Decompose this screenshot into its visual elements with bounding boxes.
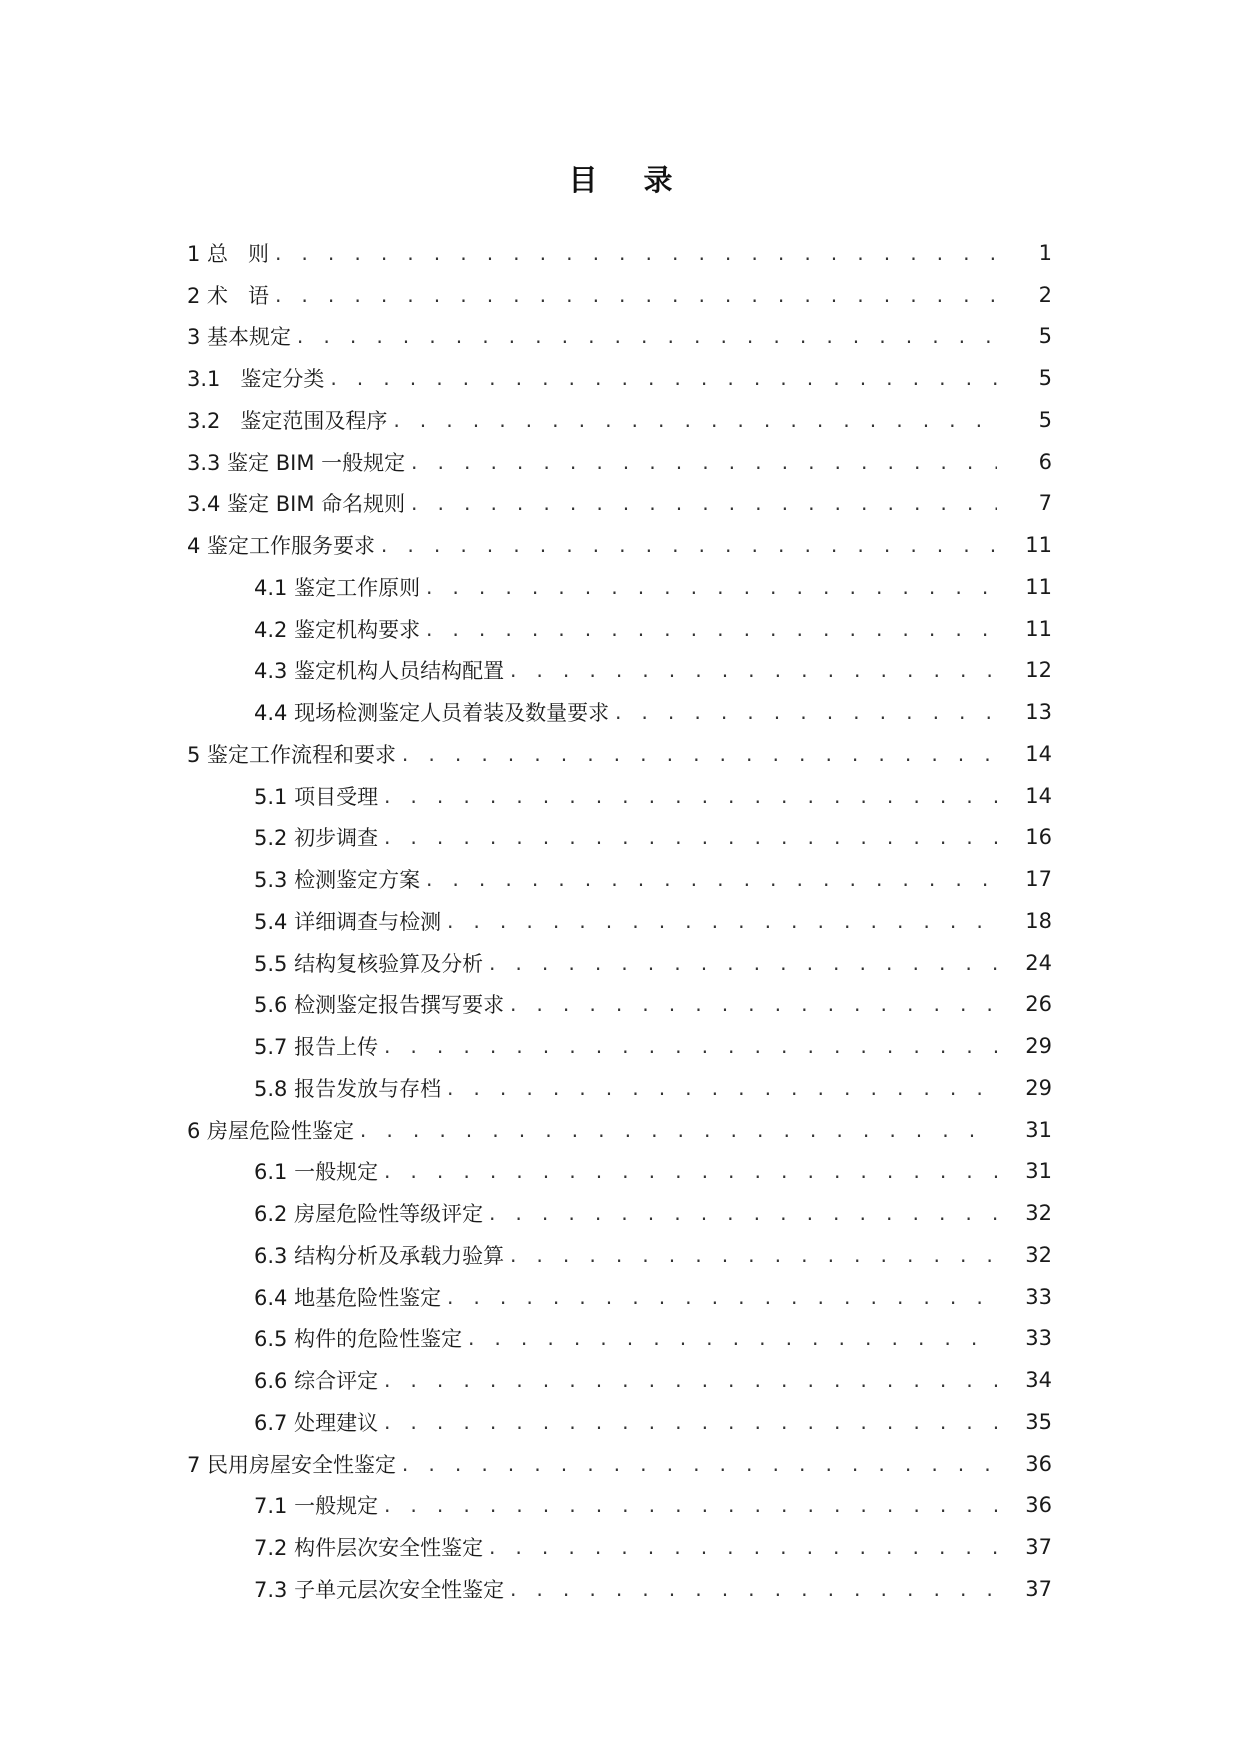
- toc-entry[interactable]: [0, 1401, 1241, 1443]
- toc-entry[interactable]: [0, 1109, 1241, 1151]
- toc-entry[interactable]: [0, 441, 1241, 483]
- toc-entry-page-number: 5: [1038, 366, 1052, 391]
- dot-leader: [273, 245, 997, 265]
- toc-entry[interactable]: [0, 1485, 1241, 1527]
- toc-entry[interactable]: [0, 691, 1241, 733]
- toc-entry-label: 5.1 项目受理: [254, 784, 379, 809]
- toc-entry-page-number: 34: [1025, 1368, 1052, 1393]
- dot-leader: [409, 495, 997, 515]
- toc-entry-label: 6.6 综合评定: [254, 1369, 379, 1394]
- toc-entry[interactable]: [0, 1318, 1241, 1360]
- toc-entry[interactable]: [0, 650, 1241, 692]
- toc-entry-page-number: 37: [1025, 1576, 1052, 1601]
- toc-entry-label: 7.3 子单元层次安全性鉴定: [254, 1577, 505, 1602]
- toc-entry[interactable]: [0, 1359, 1241, 1401]
- dot-leader: [508, 996, 997, 1016]
- toc-entry[interactable]: [0, 232, 1241, 274]
- toc-entry[interactable]: [0, 566, 1241, 608]
- toc-entry[interactable]: [0, 1192, 1241, 1234]
- toc-entry-label: 6.2 房屋危险性等级评定: [254, 1202, 484, 1227]
- toc-entry-label: 4.2 鉴定机构要求: [254, 617, 421, 642]
- toc-entry-page-number: 18: [1025, 908, 1052, 933]
- toc-entry-page-number: 14: [1025, 783, 1052, 808]
- toc-entry-label: 1 总 则: [187, 241, 270, 266]
- toc-entry-label: 4.1 鉴定工作原则: [254, 575, 421, 600]
- toc-entry-label: 7.1 一般规定: [254, 1494, 379, 1519]
- toc-entry-page-number: 36: [1025, 1451, 1052, 1476]
- toc-entry-label: 5 鉴定工作流程和要求: [187, 742, 397, 767]
- toc-entry-page-number: 14: [1025, 741, 1052, 766]
- dot-leader: [487, 1205, 997, 1225]
- dot-leader: [487, 1539, 997, 1559]
- dot-leader: [424, 871, 997, 891]
- toc-entry[interactable]: [0, 858, 1241, 900]
- toc-entry-label: 5.4 详细调查与检测: [254, 909, 442, 934]
- toc-entry-label: 7.2 构件层次安全性鉴定: [254, 1536, 484, 1561]
- toc-entry[interactable]: [0, 1526, 1241, 1568]
- toc-entry-page-number: 29: [1025, 1034, 1052, 1059]
- toc-entry[interactable]: [0, 483, 1241, 525]
- toc-entry-label: 6.5 构件的危险性鉴定: [254, 1327, 463, 1352]
- dot-leader: [487, 955, 997, 975]
- toc-entry[interactable]: [0, 1276, 1241, 1318]
- toc-entry-page-number: 36: [1025, 1493, 1052, 1518]
- toc-entry-label: 6.3 结构分析及承载力验算: [254, 1243, 505, 1268]
- toc-entry-page-number: 31: [1025, 1159, 1052, 1184]
- toc-entry-page-number: 16: [1025, 825, 1052, 850]
- toc-entry-page-number: 26: [1025, 992, 1052, 1017]
- toc-entry-page-number: 32: [1025, 1242, 1052, 1267]
- dot-leader: [382, 829, 997, 849]
- toc-entry[interactable]: [0, 1443, 1241, 1485]
- toc-entry[interactable]: [0, 524, 1241, 566]
- toc-entry-page-number: 17: [1025, 867, 1052, 892]
- toc-entry-page-number: 6: [1038, 449, 1052, 474]
- dot-leader: [391, 412, 997, 432]
- toc-entry-page-number: 29: [1025, 1075, 1052, 1100]
- toc-entry-page-number: 31: [1025, 1117, 1052, 1142]
- toc-entry-label: 4 鉴定工作服务要求: [187, 534, 376, 559]
- toc-entry[interactable]: [0, 1151, 1241, 1193]
- toc-entry-label: 3.3 鉴定 BIM 一般规定: [187, 450, 406, 475]
- toc-entry[interactable]: [0, 316, 1241, 358]
- toc-entry-label: 5.2 初步调查: [254, 826, 379, 851]
- dot-leader: [295, 328, 997, 348]
- toc-entry[interactable]: [0, 775, 1241, 817]
- toc-entry-page-number: 33: [1025, 1284, 1052, 1309]
- toc-entry[interactable]: [0, 942, 1241, 984]
- toc-entry-label: 3.1 鉴定分类: [187, 367, 325, 392]
- dot-leader: [445, 1080, 997, 1100]
- toc-entry[interactable]: [0, 900, 1241, 942]
- dot-leader: [382, 1372, 997, 1392]
- dot-leader: [400, 1456, 997, 1476]
- toc-entry-label: 4.3 鉴定机构人员结构配置: [254, 659, 505, 684]
- toc-entry-page-number: 37: [1025, 1535, 1052, 1560]
- toc-entry-label: 3.2 鉴定范围及程序: [187, 408, 388, 433]
- toc-entry-label: 6.7 处理建议: [254, 1410, 379, 1435]
- toc-entry-page-number: 5: [1038, 324, 1052, 349]
- toc-entry[interactable]: [0, 984, 1241, 1026]
- dot-leader: [400, 746, 997, 766]
- dot-leader: [379, 537, 997, 557]
- dot-leader: [613, 704, 997, 724]
- toc-entry[interactable]: [0, 733, 1241, 775]
- dot-leader: [424, 621, 997, 641]
- toc-entry[interactable]: [0, 1025, 1241, 1067]
- dot-leader: [382, 788, 997, 808]
- dot-leader: [328, 370, 997, 390]
- toc-entry[interactable]: [0, 817, 1241, 859]
- dot-leader: [508, 662, 997, 682]
- toc-entry-page-number: 2: [1038, 282, 1052, 307]
- toc-entry-label: 6.1 一般规定: [254, 1160, 379, 1185]
- toc-entry-page-number: 11: [1025, 533, 1052, 558]
- toc-entry-label: 7 民用房屋安全性鉴定: [187, 1452, 397, 1477]
- toc-entry-page-number: 12: [1025, 658, 1052, 683]
- dot-leader: [382, 1038, 997, 1058]
- toc-entry[interactable]: [0, 1568, 1241, 1610]
- toc-entry-page-number: 11: [1025, 574, 1052, 599]
- toc-entry-label: 3.4 鉴定 BIM 命名规则: [187, 492, 406, 517]
- dot-leader: [445, 913, 997, 933]
- toc-entry-label: 5.8 报告发放与存档: [254, 1076, 442, 1101]
- dot-leader: [445, 1289, 997, 1309]
- toc-entry-label: 2 术 语: [187, 283, 270, 308]
- toc-entry-label: 5.5 结构复核验算及分析: [254, 951, 484, 976]
- toc-entry-page-number: 35: [1025, 1409, 1052, 1434]
- dot-leader: [382, 1497, 997, 1517]
- toc-entry-label: 4.4 现场检测鉴定人员着装及数量要求: [254, 701, 610, 726]
- toc-entry-label: 5.3 检测鉴定方案: [254, 868, 421, 893]
- dot-leader: [382, 1414, 997, 1434]
- toc-entry[interactable]: [0, 274, 1241, 316]
- dot-leader: [273, 287, 997, 307]
- table-of-contents: [0, 232, 1241, 1610]
- toc-entry-page-number: 1: [1038, 240, 1052, 265]
- toc-entry[interactable]: [0, 608, 1241, 650]
- toc-entry-page-number: 11: [1025, 616, 1052, 641]
- toc-entry-page-number: 7: [1038, 491, 1052, 516]
- toc-entry-label: 6 房屋危险性鉴定: [187, 1118, 355, 1143]
- dot-leader: [508, 1581, 997, 1601]
- toc-entry-label: 3 基本规定: [187, 325, 292, 350]
- toc-entry-label: 5.7 报告上传: [254, 1035, 379, 1060]
- dot-leader: [466, 1330, 997, 1350]
- toc-entry-label: 5.6 检测鉴定报告撰写要求: [254, 993, 505, 1018]
- dot-leader: [358, 1122, 997, 1142]
- toc-entry-page-number: 33: [1025, 1326, 1052, 1351]
- toc-entry[interactable]: [0, 1234, 1241, 1276]
- toc-entry-label: 6.4 地基危险性鉴定: [254, 1285, 442, 1310]
- page-title: 目 录: [568, 163, 691, 197]
- dot-leader: [409, 454, 997, 474]
- toc-entry-page-number: 13: [1025, 700, 1052, 725]
- toc-entry-page-number: 32: [1025, 1201, 1052, 1226]
- toc-entry-page-number: 5: [1038, 407, 1052, 432]
- dot-leader: [508, 1247, 997, 1267]
- toc-entry-page-number: 24: [1025, 950, 1052, 975]
- dot-leader: [382, 1163, 997, 1183]
- toc-entry[interactable]: [0, 399, 1241, 441]
- toc-entry[interactable]: [0, 357, 1241, 399]
- toc-entry[interactable]: [0, 1067, 1241, 1109]
- dot-leader: [424, 579, 997, 599]
